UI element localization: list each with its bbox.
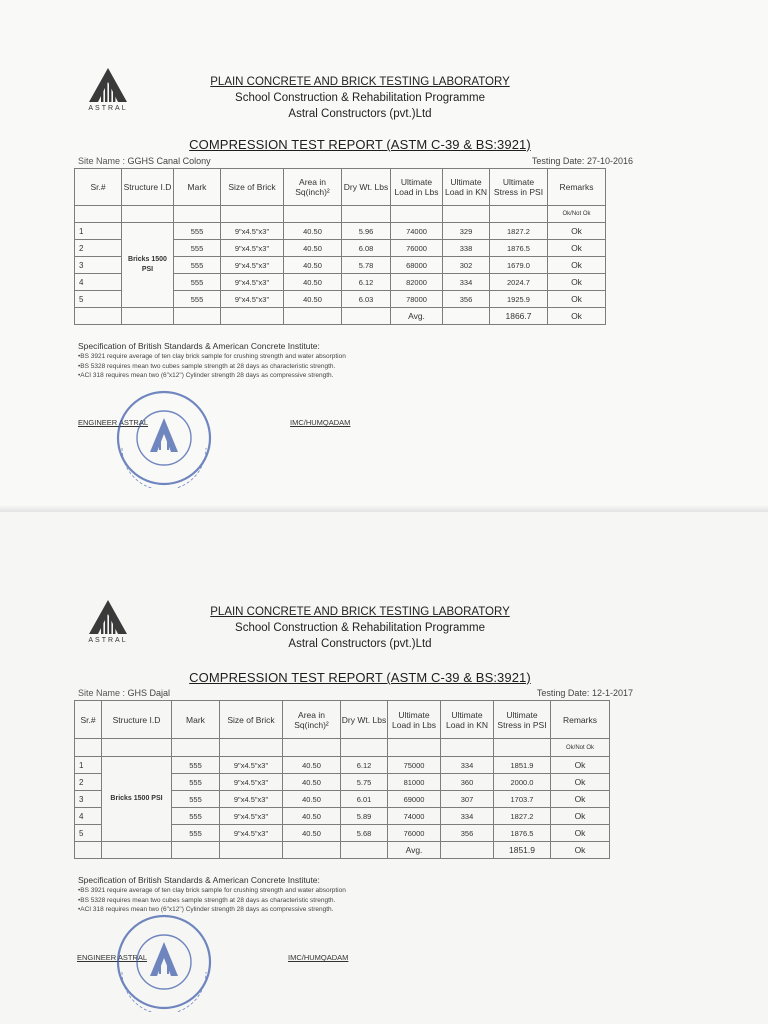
- cell-load-kn: 338: [443, 240, 490, 257]
- cell-dry-wt: 5.68: [341, 825, 388, 842]
- cell-stress: 1851.9: [494, 757, 551, 774]
- company-stamp: [114, 388, 214, 488]
- column-header: Size of Brick: [221, 169, 284, 206]
- astral-logo-icon: [86, 598, 130, 636]
- cell-dry-wt: 6.01: [341, 791, 388, 808]
- engineer-signature-label: ENGINEER ASTRAL: [77, 953, 148, 962]
- cell-sr: 3: [75, 257, 122, 274]
- cell-area: 40.50: [284, 240, 342, 257]
- cell-mark: 555: [174, 223, 221, 240]
- company-stamp: [114, 912, 214, 1012]
- spec-title: Specification of British Standards & American Concrete Institute:: [78, 341, 320, 351]
- cell-dry-wt: 5.78: [342, 257, 391, 274]
- cell-remarks: Ok: [551, 757, 610, 774]
- column-header: Area in Sq(inch)²: [284, 169, 342, 206]
- cell-stress: 1876.5: [490, 240, 548, 257]
- column-header: Ultimate Load in KN: [443, 169, 490, 206]
- cell-size: 9"x4.5"x3": [220, 791, 283, 808]
- table-row: [75, 757, 610, 774]
- specification-notes: [78, 341, 638, 381]
- site-line: [78, 688, 633, 700]
- cell-size: 9"x4.5"x3": [220, 757, 283, 774]
- lab-header: [160, 74, 560, 122]
- compression-test-table: [74, 700, 610, 859]
- testing-date-label: Testing Date:: [531, 156, 585, 166]
- cell-mark: 555: [174, 274, 221, 291]
- logo-text: ASTRAL: [88, 105, 128, 112]
- cell-dry-wt: 5.75: [341, 774, 388, 791]
- testing-date-value: 27-10-2016: [586, 156, 633, 166]
- report-title: COMPRESSION TEST REPORT (ASTM C-39 & BS:3921): [189, 670, 531, 685]
- stamp-icon: [114, 388, 214, 488]
- specification-notes: [78, 875, 638, 915]
- cell-stress: 1827.2: [494, 808, 551, 825]
- column-header: Ultimate Stress in PSI: [494, 701, 551, 739]
- cell-dry-wt: 6.12: [341, 757, 388, 774]
- cell-remarks: Ok: [548, 223, 606, 240]
- cell-load-lbs: 81000: [388, 774, 441, 791]
- cell-size: 9"x4.5"x3": [220, 808, 283, 825]
- astral-logo: [78, 66, 138, 120]
- cell-mark: 555: [174, 291, 221, 308]
- average-row: [75, 842, 610, 859]
- cell-sr: 4: [75, 808, 102, 825]
- cell-remarks: Ok: [551, 808, 610, 825]
- cell-area: 40.50: [284, 257, 342, 274]
- cell-dry-wt: 6.03: [342, 291, 391, 308]
- cell-area: 40.50: [284, 291, 342, 308]
- stamp-icon: [114, 912, 214, 1012]
- cell-load-lbs: 74000: [388, 808, 441, 825]
- cell-load-kn: 334: [441, 808, 494, 825]
- cell-mark: 555: [172, 791, 220, 808]
- column-header: Dry Wt. Lbs: [342, 169, 391, 206]
- cell-area: 40.50: [283, 825, 341, 842]
- cell-load-kn: 356: [443, 291, 490, 308]
- structure-id: Bricks 1500 PSI: [102, 757, 172, 842]
- cell-mark: 555: [172, 808, 220, 825]
- cell-size: 9"x4.5"x3": [221, 240, 284, 257]
- imc-signature-label: IMC/HUMQADAM: [290, 418, 351, 427]
- cell-remarks: Ok: [551, 825, 610, 842]
- cell-sr: 5: [75, 291, 122, 308]
- spec-item: •BS 3921 require average of ten clay brick sample for crushing strength and water absorption: [78, 353, 346, 360]
- cell-load-lbs: 76000: [391, 240, 443, 257]
- testing-date: [537, 688, 633, 698]
- compression-test-table: [74, 168, 606, 325]
- cell-size: 9"x4.5"x3": [221, 274, 284, 291]
- column-header: Size of Brick: [220, 701, 283, 739]
- table-subheader-row: [75, 739, 610, 757]
- structure-id: Bricks 1500 PSI: [122, 223, 174, 308]
- programme-name: School Construction & Rehabilitation Programme: [235, 92, 485, 104]
- imc-signature-label: IMC/HUMQADAM: [288, 953, 349, 962]
- cell-mark: 555: [172, 774, 220, 791]
- report-title: COMPRESSION TEST REPORT (ASTM C-39 & BS:3921): [189, 137, 531, 152]
- cell-load-kn: 334: [443, 274, 490, 291]
- programme-name: School Construction & Rehabilitation Programme: [235, 622, 485, 634]
- table-header-row: [75, 701, 610, 739]
- spec-item: •BS 3921 require average of ten clay brick sample for crushing strength and water absorption: [78, 887, 346, 894]
- cell-remarks: Ok: [548, 274, 606, 291]
- remarks-subheader: Ok/Not Ok: [551, 739, 610, 757]
- avg-stress: 1866.7: [490, 308, 548, 325]
- avg-remarks: Ok: [551, 842, 610, 859]
- cell-sr: 3: [75, 791, 102, 808]
- cell-load-kn: 307: [441, 791, 494, 808]
- logo-text: ASTRAL: [88, 637, 128, 644]
- average-row: [75, 308, 606, 325]
- table-header-row: [75, 169, 606, 206]
- engineer-signature-label: ENGINEER ASTRAL: [78, 418, 149, 427]
- cell-sr: 4: [75, 274, 122, 291]
- cell-mark: 555: [172, 825, 220, 842]
- cell-remarks: Ok: [551, 791, 610, 808]
- column-header: Area in Sq(inch)²: [283, 701, 341, 739]
- cell-load-lbs: 76000: [388, 825, 441, 842]
- site-label: Site Name :: [78, 688, 126, 698]
- cell-area: 40.50: [283, 791, 341, 808]
- remarks-subheader: Ok/Not Ok: [548, 206, 606, 223]
- report-sheet-2: [0, 512, 768, 1024]
- column-header: Sr.#: [75, 701, 102, 739]
- avg-label: Avg.: [391, 308, 443, 325]
- cell-stress: 1703.7: [494, 791, 551, 808]
- company-name: Astral Constructors (pvt.)Ltd: [288, 108, 432, 120]
- site-name: GHS Dajal: [127, 688, 171, 698]
- cell-size: 9"x4.5"x3": [220, 774, 283, 791]
- table-row: [75, 223, 606, 240]
- avg-label: Avg.: [388, 842, 441, 859]
- cell-load-kn: 302: [443, 257, 490, 274]
- cell-remarks: Ok: [548, 291, 606, 308]
- spec-title: Specification of British Standards & American Concrete Institute:: [78, 875, 320, 885]
- cell-remarks: Ok: [548, 240, 606, 257]
- astral-logo-icon: [86, 66, 130, 104]
- company-name: Astral Constructors (pvt.)Ltd: [288, 638, 432, 650]
- cell-mark: 555: [174, 240, 221, 257]
- spec-item: •BS 5328 requires mean two cubes sample strength at 28 days as characteristic strength.: [78, 362, 336, 370]
- cell-mark: 555: [172, 757, 220, 774]
- astral-logo: [78, 598, 138, 652]
- spec-item: •ACI 318 requires mean two (6"x12") Cylinder strength 28 days as compressive strength.: [78, 906, 334, 913]
- column-header: Structure I.D: [102, 701, 172, 739]
- cell-sr: 2: [75, 774, 102, 791]
- cell-size: 9"x4.5"x3": [221, 291, 284, 308]
- testing-date: [532, 156, 633, 166]
- cell-dry-wt: 6.08: [342, 240, 391, 257]
- cell-load-kn: 356: [441, 825, 494, 842]
- site-line: [78, 156, 633, 168]
- lab-header: [160, 604, 560, 652]
- cell-sr: 1: [75, 757, 102, 774]
- column-header: Remarks: [551, 701, 610, 739]
- column-header: Ultimate Stress in PSI: [490, 169, 548, 206]
- cell-dry-wt: 6.12: [342, 274, 391, 291]
- cell-remarks: Ok: [548, 257, 606, 274]
- cell-sr: 1: [75, 223, 122, 240]
- cell-load-kn: 360: [441, 774, 494, 791]
- cell-stress: 1827.2: [490, 223, 548, 240]
- cell-load-lbs: 78000: [391, 291, 443, 308]
- column-header: Mark: [174, 169, 221, 206]
- cell-stress: 1925.9: [490, 291, 548, 308]
- cell-stress: 2024.7: [490, 274, 548, 291]
- cell-area: 40.50: [283, 808, 341, 825]
- column-header: Ultimate Load in Lbs: [391, 169, 443, 206]
- avg-stress: 1851.9: [494, 842, 551, 859]
- cell-load-lbs: 82000: [391, 274, 443, 291]
- cell-sr: 5: [75, 825, 102, 842]
- cell-area: 40.50: [283, 774, 341, 791]
- column-header: Remarks: [548, 169, 606, 206]
- cell-size: 9"x4.5"x3": [220, 825, 283, 842]
- testing-date-label: Testing Date:: [536, 688, 590, 698]
- cell-load-lbs: 69000: [388, 791, 441, 808]
- cell-size: 9"x4.5"x3": [221, 257, 284, 274]
- column-header: Ultimate Load in Lbs: [388, 701, 441, 739]
- cell-area: 40.50: [283, 757, 341, 774]
- column-header: Ultimate Load in KN: [441, 701, 494, 739]
- cell-load-kn: 334: [441, 757, 494, 774]
- lab-title: PLAIN CONCRETE AND BRICK TESTING LABORATORY: [210, 606, 510, 618]
- site-name: GGHS Canal Colony: [127, 156, 211, 166]
- spec-item: •ACI 318 requires mean two (6"x12") Cylinder strength 28 days as compressive strength.: [78, 372, 334, 379]
- column-header: Sr.#: [75, 169, 122, 206]
- cell-dry-wt: 5.96: [342, 223, 391, 240]
- cell-load-kn: 329: [443, 223, 490, 240]
- spec-item: •BS 5328 requires mean two cubes sample strength at 28 days as characteristic strength.: [78, 896, 336, 904]
- cell-area: 40.50: [284, 274, 342, 291]
- cell-load-lbs: 75000: [388, 757, 441, 774]
- cell-stress: 1679.0: [490, 257, 548, 274]
- cell-stress: 2000.0: [494, 774, 551, 791]
- cell-remarks: Ok: [551, 774, 610, 791]
- column-header: Structure I.D: [122, 169, 174, 206]
- cell-stress: 1876.5: [494, 825, 551, 842]
- cell-area: 40.50: [284, 223, 342, 240]
- column-header: Mark: [172, 701, 220, 739]
- site-label: Site Name :: [78, 156, 126, 166]
- lab-title: PLAIN CONCRETE AND BRICK TESTING LABORATORY: [210, 76, 510, 88]
- cell-load-lbs: 74000: [391, 223, 443, 240]
- column-header: Dry Wt. Lbs: [341, 701, 388, 739]
- testing-date-value: 12-1-2017: [591, 688, 633, 698]
- cell-load-lbs: 68000: [391, 257, 443, 274]
- cell-dry-wt: 5.89: [341, 808, 388, 825]
- avg-remarks: Ok: [548, 308, 606, 325]
- table-subheader-row: [75, 206, 606, 223]
- cell-mark: 555: [174, 257, 221, 274]
- cell-size: 9"x4.5"x3": [221, 223, 284, 240]
- cell-sr: 2: [75, 240, 122, 257]
